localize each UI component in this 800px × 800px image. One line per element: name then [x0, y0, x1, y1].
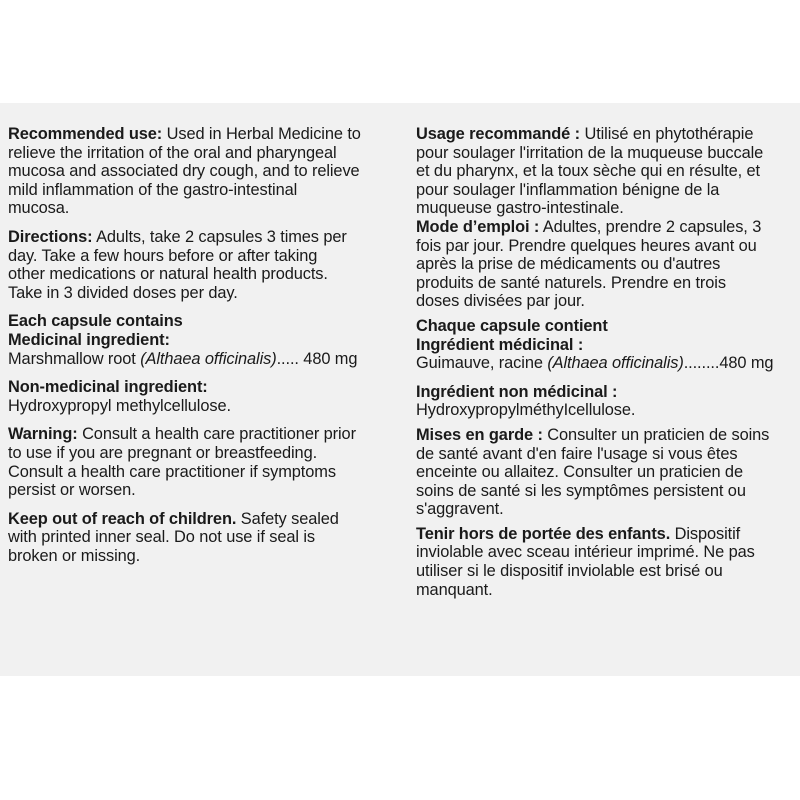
keep-out-label: Keep out of reach of children. [8, 509, 237, 528]
warning-text: Consult a health care practitioner prior [77, 425, 356, 444]
non-medicinal-label: Non-medicinal ingredient: [8, 378, 208, 397]
mode-emploi-text: après la prise de médicaments ou d'autres [416, 255, 721, 274]
french-column [416, 125, 800, 599]
recommended-use-text: relieve the irritation of the oral and pharyngeal [8, 143, 337, 162]
non-medicinal-fr-label: Ingrédient non médicinal : [416, 382, 618, 401]
tenir-hors-text: manquant. [416, 580, 493, 599]
tenir-hors-section [416, 525, 800, 599]
usage-recommande-text: Utilisé en phytothérapie [580, 125, 754, 143]
directions-text: other medications or natural health products. [8, 265, 328, 284]
directions-section [8, 228, 408, 302]
keep-out-section [8, 510, 408, 566]
ingredient-latin-name-fr: (Althaea officinalis) [547, 354, 684, 373]
usage-recommande-label: Usage recommandé : [416, 125, 580, 143]
tenir-hors-label: Tenir hors de portée des enfants. [416, 524, 671, 543]
usage-recommande-section [416, 125, 800, 218]
tenir-hors-text: Dispositif [670, 524, 741, 543]
keep-out-text: broken or missing. [8, 546, 141, 565]
mises-en-garde-section [416, 426, 800, 519]
usage-recommande-text: muqueuse gastro-intestinale. [416, 199, 624, 218]
mode-emploi-text: produits de santé naturels. Prendre en trois [416, 273, 726, 292]
warning-label: Warning: [8, 425, 78, 444]
recommended-use-text: mild inflammation of the gastro-intestinal [8, 180, 298, 199]
recommended-use-text: mucosa. [8, 199, 70, 218]
mises-en-garde-label: Mises en garde : [416, 425, 543, 444]
medicinal-ingredient-label: Medicinal ingredient: [8, 330, 170, 349]
usage-recommande-text: et du pharynx, et la toux sèche qui en résulte, et [416, 162, 760, 181]
capsule-contains-heading: Each capsule contains [8, 312, 183, 331]
directions-text: day. Take a few hours before or after taking [8, 246, 318, 265]
warning-text: to use if you are pregnant or breastfeeding. [8, 443, 318, 462]
recommended-use-text: mucosa and associated dry cough, and to relieve [8, 162, 360, 181]
mode-emploi-text: doses divisées par jour. [416, 292, 585, 311]
directions-text: Adults, take 2 capsules 3 times per [92, 227, 347, 246]
mode-emploi-label: Mode d’emploi : [416, 217, 540, 236]
directions-label: Directions: [8, 227, 93, 246]
english-column [8, 125, 408, 565]
recommended-use-text: Used in Herbal Medicine to [162, 125, 361, 143]
usage-recommande-text: pour soulager l'irritation de la muqueuse buccale [416, 143, 764, 162]
mode-emploi-text: Adultes, prendre 2 capsules, 3 [539, 217, 762, 236]
mode-emploi-text: fois par jour. Prendre quelques heures avant ou [416, 236, 757, 255]
usage-recommande-text: pour soulager l'inflammation bénigne de la [416, 180, 720, 199]
ingredient-name-fr: Guimauve, racine [416, 354, 548, 373]
warning-text: Consult a health care practitioner if symptoms [8, 462, 336, 481]
non-medicinal-fr-value: HydroxypropylméthyIcellulose. [416, 401, 636, 420]
tenir-hors-text: utiliser si le dispositif inviolable est brisé ou [416, 562, 723, 581]
ingredient-amount: ..... 480 mg [276, 349, 358, 368]
mises-en-garde-text: soins de santé si les symptômes persistent ou [416, 481, 746, 500]
mises-en-garde-text: enceinte ou allaitez. Consulter un praticien de [416, 463, 743, 482]
mises-en-garde-text: s'aggravent. [416, 500, 504, 519]
ingredient-latin-name: (Althaea officinalis) [140, 349, 277, 368]
ingredient-amount-fr: ........480 mg [683, 354, 774, 373]
mises-en-garde-text: Consulter un praticien de soins [542, 425, 770, 444]
recommended-use-section [8, 125, 408, 218]
warning-section [8, 425, 408, 499]
keep-out-text: Safety sealed [236, 509, 339, 528]
ingredient-name: Marshmallow root [8, 349, 141, 368]
capsule-contient-heading: Chaque capsule contient [416, 316, 608, 335]
recommended-use-label: Recommended use: [8, 125, 163, 143]
directions-text: Take in 3 divided doses per day. [8, 283, 238, 302]
non-medicinal-fr-section [416, 383, 800, 420]
ingredient-medicinal-label: Ingrédient médicinal : [416, 335, 584, 354]
ingredients-fr-section [416, 317, 800, 373]
ingredients-section [8, 312, 408, 368]
tenir-hors-text: inviolable avec sceau intérieur imprimé. Ne pas [416, 543, 755, 562]
mises-en-garde-text: de santé avant d'en faire l'usage si vous êtes [416, 444, 738, 463]
keep-out-text: with printed inner seal. Do not use if seal is [8, 528, 315, 547]
non-medicinal-section [8, 378, 408, 415]
non-medicinal-value: Hydroxypropyl methylcellulose. [8, 396, 231, 415]
warning-text: persist or worsen. [8, 481, 136, 500]
mode-emploi-section [416, 218, 800, 311]
